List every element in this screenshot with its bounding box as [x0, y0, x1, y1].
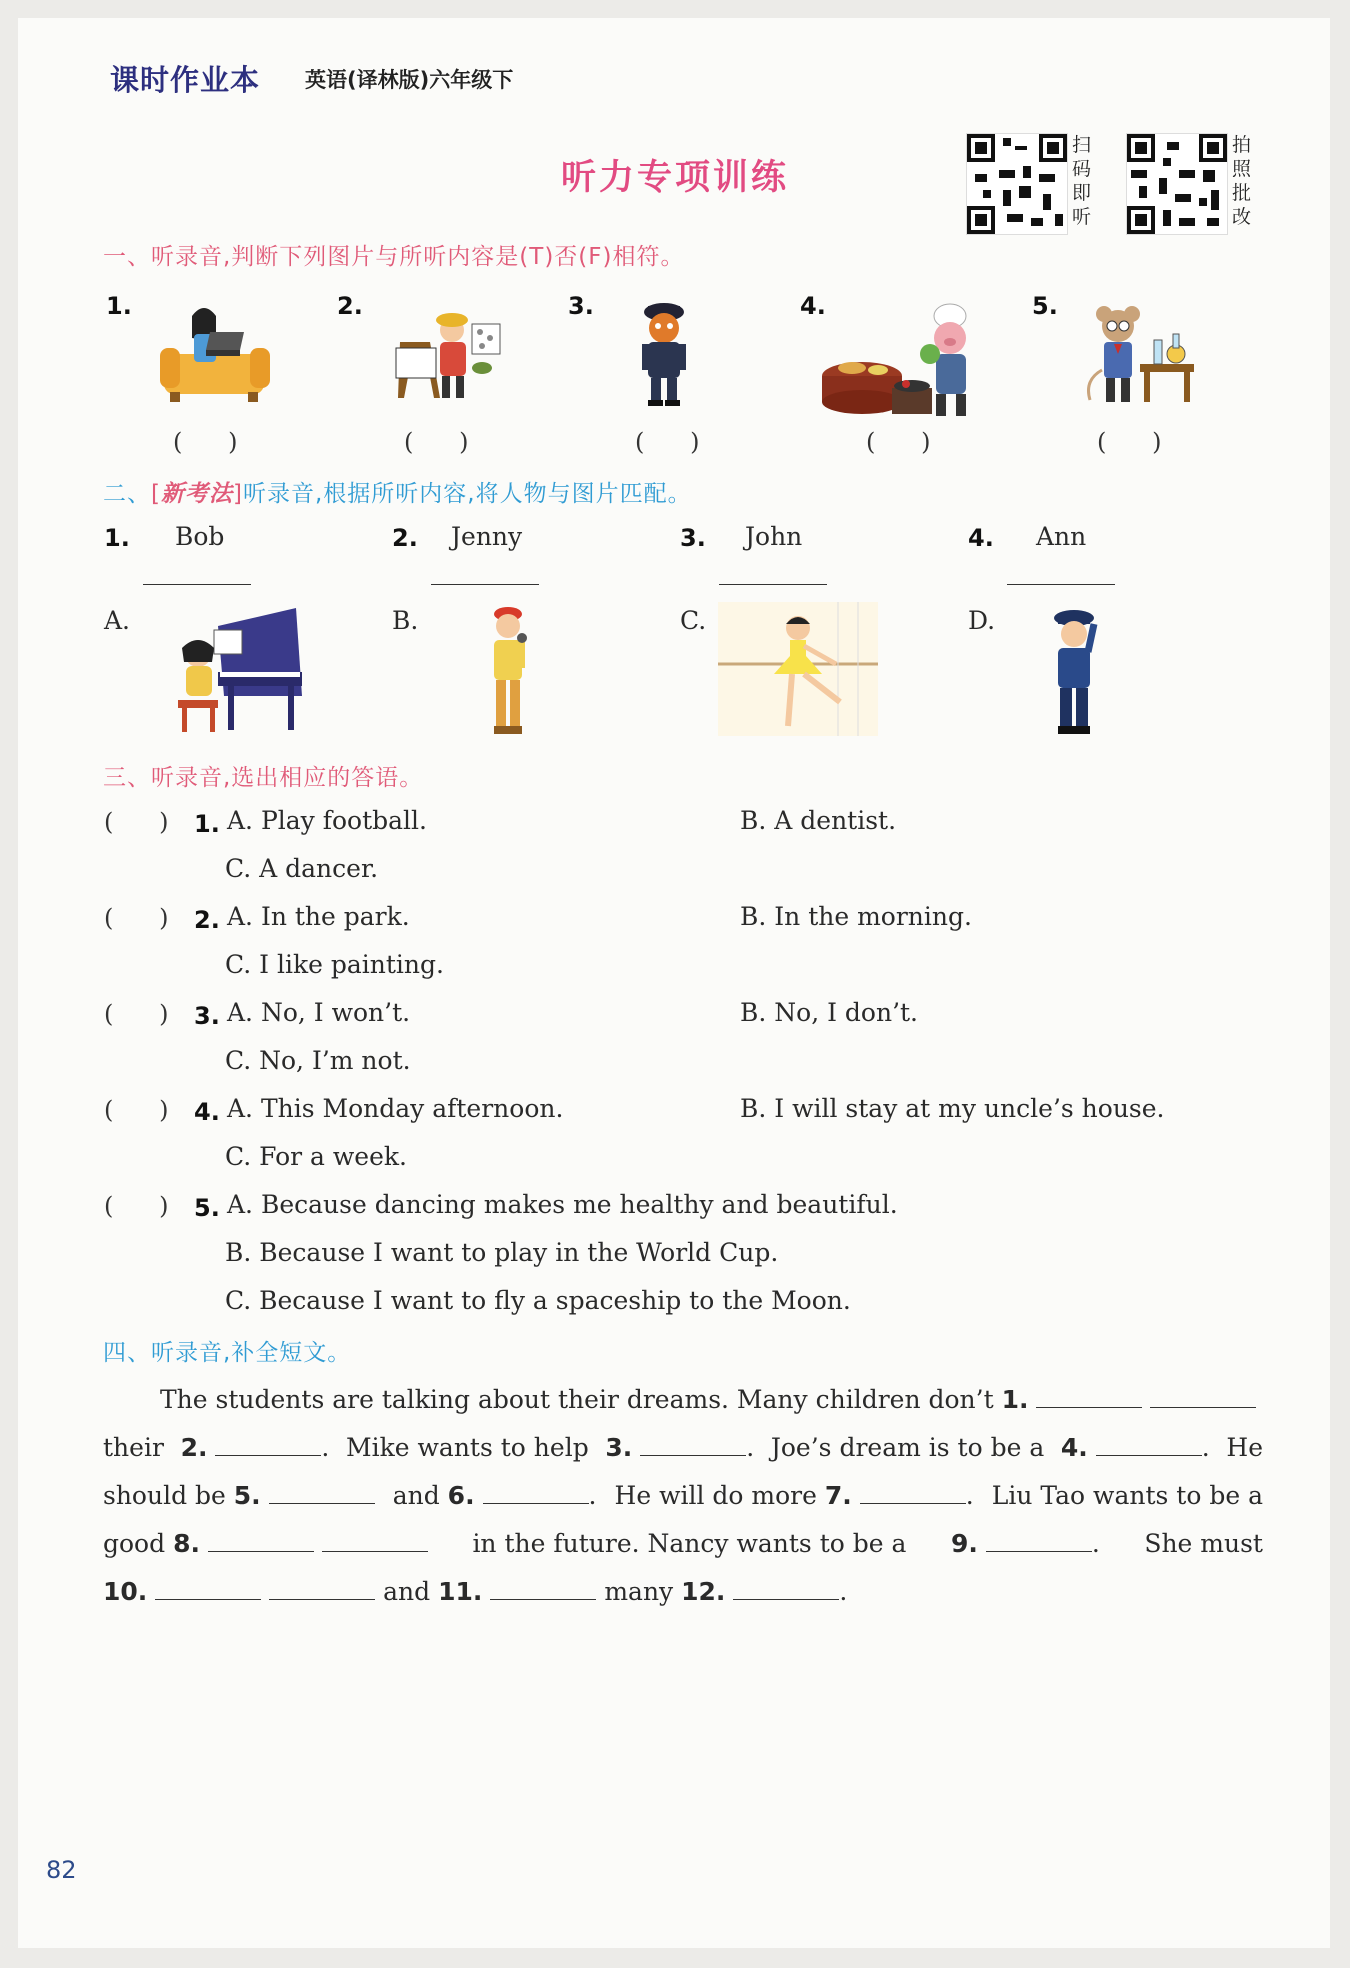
s4-blank-number: 7. [824, 1481, 852, 1510]
s4-line-2 [103, 1424, 1263, 1472]
s3-q2-option-b: B. In the morning. [740, 902, 972, 931]
s2-picture-d-label: D. [968, 606, 996, 635]
s1-answer-4[interactable]: ( ) [866, 428, 931, 456]
s4-text: their [103, 1433, 164, 1462]
s4-text: . [321, 1433, 330, 1462]
s4-text: . [588, 1481, 597, 1510]
s3-q1-option-c: C. A dancer. [225, 854, 379, 883]
s1-item-3-number: 3. [568, 292, 594, 320]
s4-blank[interactable] [490, 1579, 596, 1600]
s4-text: in the future. Nancy wants to be a [472, 1529, 907, 1558]
page-title: 听力专项训练 [560, 158, 789, 198]
s3-q4-paren[interactable]: ( ) [104, 1096, 169, 1124]
s4-text: good [103, 1529, 166, 1558]
s2-person-ann: Ann [1036, 522, 1087, 551]
s4-blank[interactable] [269, 1483, 375, 1504]
s3-q3-option-a: A. No, I won’t. [227, 998, 411, 1027]
s2-item-1-number: 1. [104, 524, 130, 552]
s3-q1-option-b: B. A dentist. [740, 806, 897, 835]
section-2-bracket-open: [ [151, 481, 161, 507]
s2-picture-girl-ballet [718, 602, 878, 736]
section-2-bracket-close: ] [232, 481, 243, 507]
s2-picture-a-label: A. [104, 606, 131, 635]
s2-person-jenny: Jenny [451, 522, 523, 551]
s1-answer-5[interactable]: ( ) [1097, 428, 1162, 456]
s4-text: . [965, 1481, 974, 1510]
s4-paragraph [103, 1376, 1263, 1616]
s3-q1-option-a: A. Play football. [227, 806, 427, 835]
s3-q5-number: 5. [194, 1194, 220, 1222]
s4-blank[interactable] [1150, 1387, 1256, 1408]
s3-q2-paren[interactable]: ( ) [104, 904, 169, 932]
s4-blank-number: 1. [1001, 1385, 1029, 1414]
s2-answer-line-3[interactable] [719, 582, 827, 585]
s1-picture-girl-sofa-laptop [160, 302, 272, 404]
s4-line-5 [103, 1568, 1263, 1616]
section-1-heading: 一、听录音,判断下列图片与所听内容是(T)否(F)相符。 [103, 244, 685, 270]
s4-blank[interactable] [733, 1579, 839, 1600]
s2-item-3-number: 3. [680, 524, 706, 552]
section-2-instruction: 听录音,根据所听内容,将人物与图片匹配。 [242, 481, 692, 507]
s4-blank[interactable] [269, 1579, 375, 1600]
section-3-heading: 三、听录音,选出相应的答语。 [103, 765, 424, 791]
s4-text: . [746, 1433, 755, 1462]
qr-code-icon [967, 134, 1067, 234]
section-2-prefix: 二、 [103, 481, 151, 507]
s4-text: He will do more [614, 1481, 817, 1510]
s4-text: The students are talking about their dreams. Many children don’t [160, 1385, 994, 1414]
s4-text: many [604, 1577, 674, 1606]
s4-blank[interactable] [986, 1531, 1092, 1552]
s2-picture-b-label: B. [392, 606, 419, 635]
s1-item-4-number: 4. [800, 292, 826, 320]
qr-code-correct[interactable] [1126, 133, 1228, 235]
s4-blank[interactable] [322, 1531, 428, 1552]
s1-answer-3[interactable]: ( ) [635, 428, 700, 456]
s2-picture-policeman-saluting [1042, 606, 1112, 736]
page-number: 82 [46, 1856, 77, 1884]
s1-picture-cat-policeman [624, 298, 704, 408]
s4-text: . [1091, 1529, 1100, 1558]
s4-blank-number: 10. [103, 1577, 148, 1606]
s2-picture-c-label: C. [680, 606, 707, 635]
section-2-heading [103, 475, 692, 508]
s3-q3-option-b: B. No, I don’t. [740, 998, 919, 1027]
s1-picture-pig-chef-cooking [822, 296, 982, 422]
s4-blank-number: 8. [173, 1529, 200, 1558]
s4-blank[interactable] [1096, 1435, 1202, 1456]
header-subtitle: 英语(译林版)六年级下 [305, 68, 514, 92]
s4-blank[interactable] [640, 1435, 746, 1456]
s4-text: should be [103, 1481, 226, 1510]
s1-answer-2[interactable]: ( ) [404, 428, 469, 456]
s3-q3-paren[interactable]: ( ) [104, 1000, 169, 1028]
s4-blank-number: 12. [681, 1577, 726, 1606]
s2-item-2-number: 2. [392, 524, 418, 552]
s3-q5-option-a: A. Because dancing makes me healthy and beautiful. [227, 1190, 898, 1219]
s2-item-4-number: 4. [968, 524, 994, 552]
s3-q3-option-c: C. No, I’m not. [225, 1046, 411, 1075]
qr-code-icon [1127, 134, 1227, 234]
s4-text: Liu Tao wants to be a [991, 1481, 1263, 1510]
qr-label-correct: 拍照批改 [1232, 134, 1252, 228]
s3-q5-paren[interactable]: ( ) [104, 1192, 169, 1220]
s3-q2-option-c: C. I like painting. [225, 950, 444, 979]
s2-answer-line-2[interactable] [431, 582, 539, 585]
s4-text: and [383, 1577, 431, 1606]
s3-q3-number: 3. [194, 1002, 220, 1030]
s2-picture-girl-piano [168, 602, 308, 736]
s4-blank[interactable] [483, 1483, 589, 1504]
s4-text: Joe’s dream is to be a [770, 1433, 1045, 1462]
s2-answer-line-1[interactable] [143, 582, 251, 585]
s4-line-4 [103, 1520, 1263, 1568]
s4-text: . [839, 1577, 848, 1606]
s3-q5-option-c: C. Because I want to fly a spaceship to the Moon. [225, 1286, 851, 1315]
s4-blank-number: 2. [180, 1433, 208, 1462]
s1-item-5-number: 5. [1032, 292, 1058, 320]
s3-q5-option-b: B. Because I want to play in the World Cup. [225, 1238, 779, 1267]
s3-q2-number: 2. [194, 906, 220, 934]
s4-blank[interactable] [215, 1435, 321, 1456]
s4-text: . [1201, 1433, 1210, 1462]
s3-q4-option-c: C. For a week. [225, 1142, 407, 1171]
s4-blank-number: 6. [447, 1481, 475, 1510]
s4-blank-number: 9. [950, 1529, 978, 1558]
s4-blank[interactable] [1036, 1387, 1142, 1408]
new-exam-tag: 新考法 [160, 481, 233, 507]
s2-answer-line-4[interactable] [1007, 582, 1115, 585]
s1-picture-mouse-scientist [1080, 300, 1200, 410]
s4-blank-number: 4. [1060, 1433, 1088, 1462]
s2-person-bob: Bob [175, 522, 225, 551]
s4-line-1 [103, 1376, 1263, 1424]
s4-blank-number: 3. [605, 1433, 633, 1462]
s3-q2-option-a: A. In the park. [227, 902, 410, 931]
s2-picture-boy-microphone [478, 604, 538, 738]
s4-text: He [1226, 1433, 1263, 1462]
s4-blank[interactable] [208, 1531, 314, 1552]
qr-code-listen[interactable] [966, 133, 1068, 235]
s3-q4-number: 4. [194, 1098, 220, 1126]
s1-picture-boy-painting [390, 302, 502, 404]
s4-text: She must [1144, 1529, 1263, 1558]
s4-text: and [392, 1481, 440, 1510]
s3-q1-number: 1. [194, 810, 220, 838]
s4-blank-number: 5. [233, 1481, 261, 1510]
qr-label-listen: 扫码即听 [1072, 134, 1092, 228]
s1-item-2-number: 2. [337, 292, 363, 320]
s1-answer-1[interactable]: ( ) [173, 428, 238, 456]
s3-q4-option-a: A. This Monday afternoon. [227, 1094, 564, 1123]
s4-blank[interactable] [860, 1483, 966, 1504]
s4-blank[interactable] [155, 1579, 261, 1600]
header-brand: 课时作业本 [110, 63, 261, 97]
s3-q4-option-b: B. I will stay at my uncle’s house. [740, 1094, 1165, 1123]
s4-line-3 [103, 1472, 1263, 1520]
s4-blank-number: 11. [438, 1577, 483, 1606]
s2-person-john: John [745, 522, 803, 551]
s4-text: Mike wants to help [346, 1433, 589, 1462]
s1-item-1-number: 1. [106, 292, 132, 320]
section-4-heading: 四、听录音,补全短文。 [103, 1340, 352, 1366]
s3-q1-paren[interactable]: ( ) [104, 808, 169, 836]
